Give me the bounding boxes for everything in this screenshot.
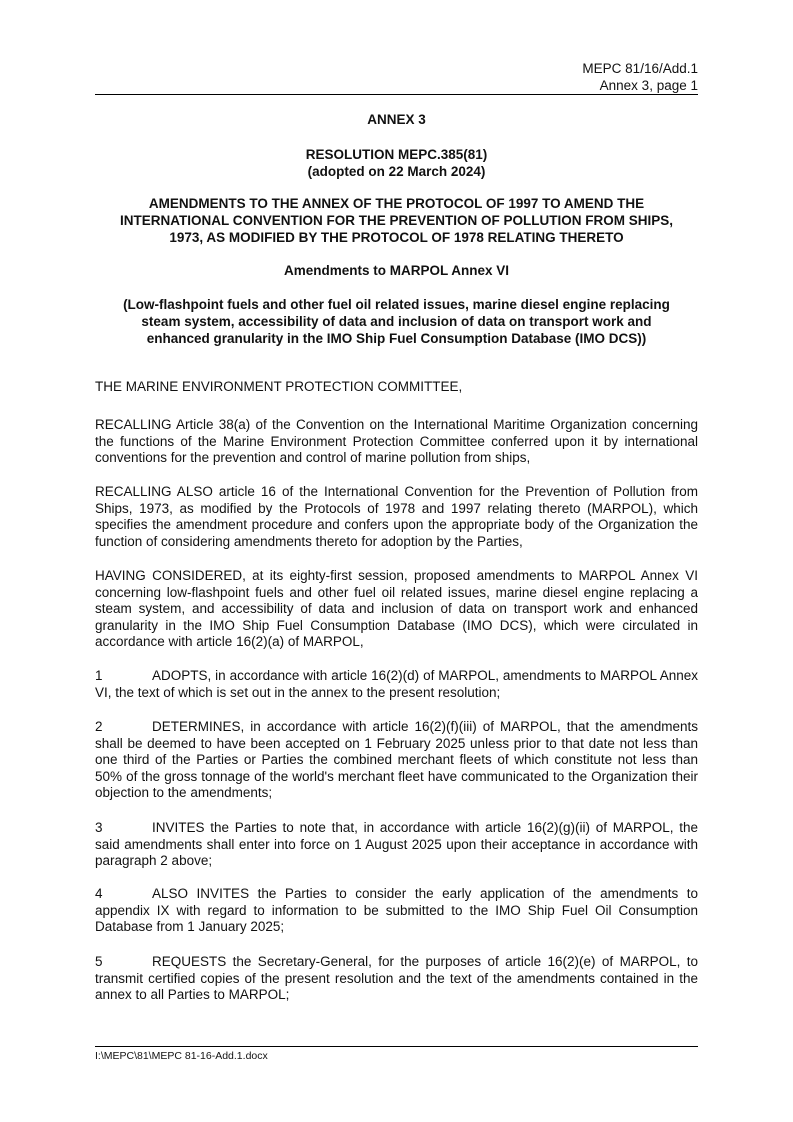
resolution-number: RESOLUTION MEPC.385(81) (305, 147, 488, 162)
header-divider (95, 94, 698, 95)
operative-paragraph-1 (95, 668, 698, 701)
having-considered-paragraph: HAVING CONSIDERED, at its eighty-first session, proposed amendments to MARPOL Annex VI concerning low-flashpoint fuels and other fuel oil related issues, marine diesel engine replacing a steam system, and accessibility of data and inclusion of data on transport work and enhanced granularity in the IMO Ship Fuel Consumption Database (IMO DCS), which were circulated in accordance with article 16(2)(a) of MARPOL, (95, 568, 698, 649)
operative-paragraph-3 (95, 820, 698, 870)
resolution-heading (95, 146, 698, 180)
paragraph-number: 1 (95, 668, 103, 683)
paragraph-text: INVITES the Parties to note that, in accordance with article 16(2)(g)(ii) of MARPOL, the said amendments shall enter into force on 1 August 2025 upon their acceptance in accordance with paragraph 2 above; (95, 820, 698, 868)
footer-file-path: I:\MEPC\81\MEPC 81-16-Add.1.docx (95, 1050, 268, 1062)
paragraph-text: ADOPTS, in accordance with article 16(2)(d) of MARPOL, amendments to MARPOL Annex VI, the text of which is set out in the annex to the present resolution; (95, 668, 698, 700)
paragraph-text: ALSO INVITES the Parties to consider the early application of the amendments to appendix IX with regard to information to be submitted to the IMO Ship Fuel Oil Consumption Database from 1 January 2025; (95, 886, 698, 934)
main-title-line-1: AMENDMENTS TO THE ANNEX OF THE PROTOCOL OF 1997 TO AMEND THE (148, 196, 645, 211)
document-symbol: MEPC 81/16/Add.1 (582, 61, 698, 76)
operative-paragraph-5 (95, 954, 698, 1004)
paragraph-number: 4 (95, 886, 103, 901)
amendments-subtitle: Amendments to MARPOL Annex VI (283, 263, 510, 278)
document-page (95, 0, 698, 1122)
recalling-paragraph: RECALLING Article 38(a) of the Convention on the International Maritime Organization concerning the functions of the Marine Environment Protection Committee conferred upon it by international conventions for the prevention and control of marine pollution from ships, (95, 417, 698, 465)
adoption-date: (adopted on 22 March 2024) (307, 164, 486, 179)
operative-paragraph-4 (95, 886, 698, 936)
paragraph-number: 2 (95, 719, 103, 734)
topic-subtitle (95, 296, 698, 347)
annex-title: ANNEX 3 (367, 112, 426, 127)
recalling-also-paragraph: RECALLING ALSO article 16 of the International Convention for the Prevention of Pollution from Ships, 1973, as modified by the Protocols of 1978 and 1997 relating thereto (MARPOL), which specifies the amendment procedure and confers upon the appropriate body of the Organization the function of considering amendments thereto for adoption by the Parties, (95, 484, 698, 549)
topic-line-1: (Low-flashpoint fuels and other fuel oil related issues, marine diesel engine replacing (123, 297, 670, 312)
paragraph-text: REQUESTS the Secretary-General, for the purposes of article 16(2)(e) of MARPOL, to transmit certified copies of the present resolution and the text of the amendments contained in the annex to all Parties to MARPOL; (95, 954, 698, 1002)
topic-line-3: enhanced granularity in the IMO Ship Fuel Consumption Database (IMO DCS)) (146, 331, 647, 346)
paragraph-number: 5 (95, 954, 103, 969)
page-header (95, 60, 698, 94)
main-title (95, 195, 698, 246)
footer-divider (95, 1046, 698, 1047)
paragraph-text: DETERMINES, in accordance with article 16(2)(f)(iii) of MARPOL, that the amendments shall be deemed to have been accepted on 1 February 2025 unless prior to that date not less than one third of the Parties or Parties the combined merchant fleets of which constitute not less than 50% of the gross tonnage of the world's merchant fleet have communicated to the Organization their objection to the amendments; (95, 719, 698, 800)
paragraph-number: 3 (95, 820, 103, 835)
main-title-line-3: 1973, AS MODIFIED BY THE PROTOCOL OF 1978 RELATING THERETO (169, 230, 624, 245)
committee-heading: THE MARINE ENVIRONMENT PROTECTION COMMITTEE, (95, 379, 463, 394)
main-title-line-2: INTERNATIONAL CONVENTION FOR THE PREVENTION OF POLLUTION FROM SHIPS, (119, 213, 673, 228)
operative-paragraph-2 (95, 719, 698, 802)
page-reference: Annex 3, page 1 (599, 78, 698, 93)
topic-line-2: steam system, accessibility of data and inclusion of data on transport work and (141, 314, 652, 329)
